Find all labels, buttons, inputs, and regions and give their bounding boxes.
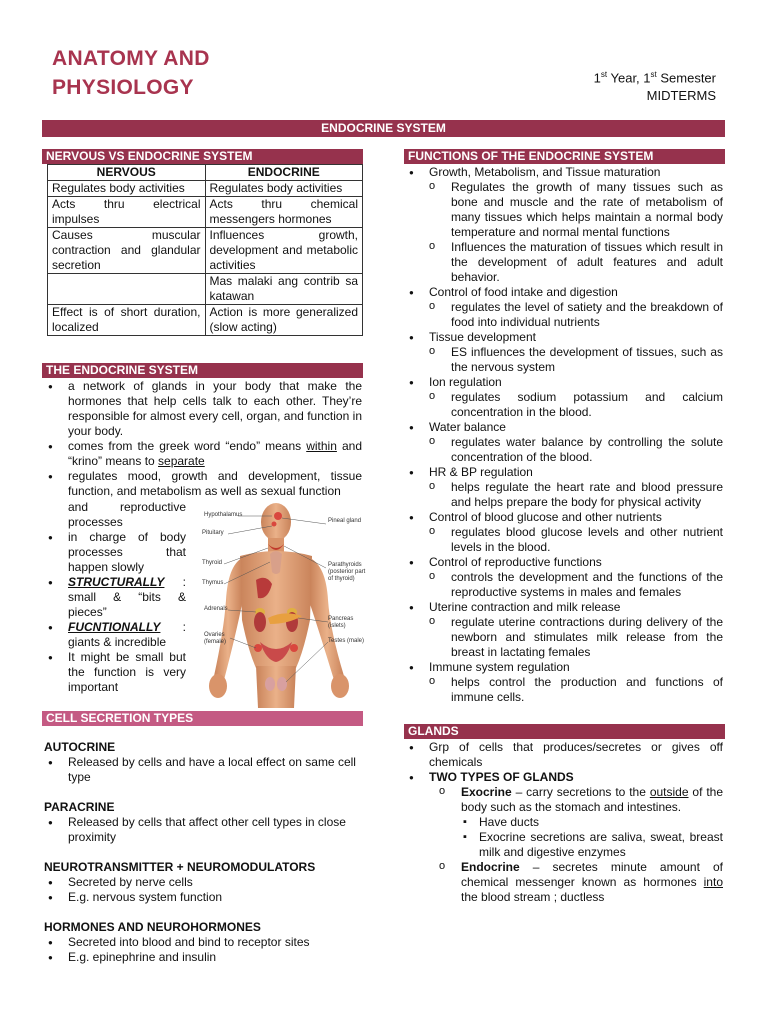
list-item: ● E.g. nervous system function [44,890,362,905]
label-thymus: Thymus [202,580,224,586]
table-cell: Effect is of short duration, localized [48,305,206,336]
sub-item: o ES influences the development of tissues, such as the nervous system [429,345,723,375]
page-title [52,44,210,102]
functions-list [405,165,723,705]
list-item: ● comes from the greek word “endo” means within and “krino” means to separate [44,439,362,469]
list-item: ● It might be small but the function is very important [44,650,186,695]
sub-item: o helps regulate the heart rate and blood pressure and helps prepare the body for physical activity [429,480,723,510]
secretion-type-name: AUTOCRINE [44,740,116,754]
list-item: ● Grp of cells that produces/secretes or gives off chemicals [405,740,723,770]
sub-item: o helps control the production and functions of immune cells. [429,675,723,705]
exam-label: MIDTERMS [646,88,716,104]
label-thyroid: Thyroid [202,560,223,566]
comparison-table [47,164,363,336]
sub-item: o regulates the level of satiety and the breakdown of food into individual nutrients [429,300,723,330]
table-cell: Acts thru electrical impulses [48,197,206,228]
section-banner: ENDOCRINE SYSTEM [42,120,725,137]
secretion-types [44,740,362,965]
endocrine-list-top [44,379,362,499]
glands-list [405,740,723,905]
right-testis-gland [277,677,287,691]
secretion-type-name: PARACRINE [44,800,115,814]
sub-item: o regulate uterine contractions during delivery of the newborn and stimulates milk release from the breast in lactating females [429,615,723,660]
list-item: ● Control of food intake and digestion o regulates the level of satiety and the breakdown of food into individual nutrients [405,285,723,330]
list-item: ● Ion regulation o regulates sodium potassium and calcium concentration in the blood. [405,375,723,420]
hypothalamus-gland [274,512,282,520]
left-ovary-gland [254,644,262,652]
table-row [48,228,363,274]
list-item: ● TWO TYPES OF GLANDS o Exocrine – carry secretions to the outside of the body such as the stomach and intestines. ▪ Have ducts ▪ Exocrine secretions are saliva, sweat, breast milk and digestive enzymes o Endocrine – secretes minute amount of chemical messenger known as hormones into the blood stream ; ductless [405,770,723,905]
semester-info [594,66,716,105]
sub-item: o regulates water balance by controlling the solute concentration of the blood. [429,435,723,465]
list-item: ● Control of blood glucose and other nutrients o regulates blood glucose levels and other nutrient levels in the blood. [405,510,723,555]
label-pituitary: Pituitary [202,530,224,536]
endocrine-heading: THE ENDOCRINE SYSTEM [42,363,363,378]
comparison-heading: NERVOUS VS ENDOCRINE SYSTEM [42,149,363,164]
label-parathyroids: Parathyroids (posterior part of thyroid) [328,562,366,582]
table-row [48,181,363,197]
list-item: ● E.g. epinephrine and insulin [44,950,362,965]
list-item: ● STRUCTURALLY : small & “bits & pieces” [44,575,186,620]
list-item: ● Control of reproductive functions o controls the development and the functions of the reproductive systems in males and females [405,555,723,600]
list-item: ● Secreted into blood and bind to receptor sites [44,935,362,950]
title-line-1: ANATOMY AND [52,47,210,70]
label-testes: Testes (male) [328,638,365,644]
sub-sub-item: ▪ Have ducts [461,815,723,830]
endocrine-list-narrow [44,500,186,695]
table-cell: Mas malaki ang contrib sa katawan [205,274,363,305]
label-adrenals: Adrenals [204,606,228,612]
table-header-row [48,165,363,181]
label-hypothalamus: Hypothalamus [204,512,243,518]
label-pineal: Pineal gland [328,518,362,524]
left-kidney-shape [254,612,266,632]
list-item: ● FUCNTIONALLY : giants & incredible [44,620,186,650]
head-shape [261,503,291,541]
sub-item-endocrine: o Endocrine – secretes minute amount of chemical messenger known as hormones into the blood stream ; ductless [439,860,723,905]
functions-heading: FUNCTIONS OF THE ENDOCRINE SYSTEM [404,149,725,164]
list-item: ● Immune system regulation o helps control the production and functions of immune cells. [405,660,723,705]
legs-shape [256,666,296,708]
right-hand-shape [331,674,349,698]
list-item-continued: and reproductive processes [68,500,186,529]
title-line-2: PHYSIOLOGY [52,76,194,99]
list-item: ● HR & BP regulation o helps regulate the heart rate and blood pressure and helps prepare the body for physical activity [405,465,723,510]
table-cell: Causes muscular contraction and glandular secretion [48,228,206,274]
right-ovary-gland [290,644,298,652]
list-item: ● Released by cells that affect other cell types in close proximity [44,815,362,845]
label-ovaries: Ovaries (female) [204,632,227,645]
endocrine-glands-figure [198,500,366,708]
sub-item: o regulates sodium potassium and calcium concentration in the blood. [429,390,723,420]
list-item: ● Secreted by nerve cells [44,875,362,890]
table-cell: Influences growth, development and metabolic activities [205,228,363,274]
list-item: ● Growth, Metabolism, and Tissue maturation o Regulates the growth of many tissues such as bone and muscle and the rate of metabolism of many tissues which helps maintain a normal body temperature and normal mental functions o Influences the maturation of tissues which result in the development of adult features and adult behavior. [405,165,723,285]
left-hand-shape [209,674,227,698]
sub-item: o Influences the maturation of tissues which result in the development of adult features and adult behavior. [429,240,723,285]
semester-line: 1st Year, 1st Semester [593,70,716,86]
secretion-heading: CELL SECRETION TYPES [42,711,363,726]
col-header-endocrine: ENDOCRINE [205,165,363,181]
col-header-nervous: NERVOUS [48,165,206,181]
table-row [48,274,363,305]
secretion-type-name: HORMONES AND NEUROHORMONES [44,920,261,934]
sub-item: o regulates blood glucose levels and other nutrient levels in the blood. [429,525,723,555]
table-cell: Acts thru chemical messengers hormones [205,197,363,228]
table-cell: Action is more generalized (slow acting) [205,305,363,336]
left-testis-gland [265,677,275,691]
sub-item: o Regulates the growth of many tissues such as bone and muscle and the rate of metabolism of many tissues which helps maintain a normal body temperature and normal mental functions [429,180,723,240]
table-cell: Regulates body activities [48,181,206,197]
list-item: ● Uterine contraction and milk release o regulate uterine contractions during delivery of the newborn and stimulates milk release from the breast in lactating females [405,600,723,660]
list-item: ● Released by cells and have a local effect on same cell type [44,755,362,785]
sub-item: o controls the development and the functions of the reproductive systems in males and females [429,570,723,600]
list-item: ● Water balance o regulates water balance by controlling the solute concentration of the blood. [405,420,723,465]
list-item: ● regulates mood, growth and development, tissue function, and metabolism as well as sexual function [44,469,362,499]
glands-heading: GLANDS [404,724,725,739]
table-cell: Regulates body activities [205,181,363,197]
sub-sub-item: ▪ Exocrine secretions are saliva, sweat, breast milk and digestive enzymes [461,830,723,860]
table-cell [48,274,206,305]
pituitary-gland [272,522,277,527]
list-item: ● Tissue development o ES influences the development of tissues, such as the nervous system [405,330,723,375]
table-row [48,197,363,228]
table-row [48,305,363,336]
list-item: ● a network of glands in your body that make the hormones that help cells talk to each other. They’re responsible for almost every cell, organ, and function in your body. [44,379,362,439]
secretion-type-name: NEUROTRANSMITTER + NEUROMODULATORS [44,860,316,874]
left-arm-shape [214,558,242,680]
sub-item-exocrine: o Exocrine – carry secretions to the outside of the body such as the stomach and intestines. ▪ Have ducts ▪ Exocrine secretions are saliva, sweat, breast milk and digestive enzymes [439,785,723,860]
list-item: ● in charge of body processes that happen slowly [44,530,186,575]
label-pancreas: Pancreas (islets) [328,616,354,629]
